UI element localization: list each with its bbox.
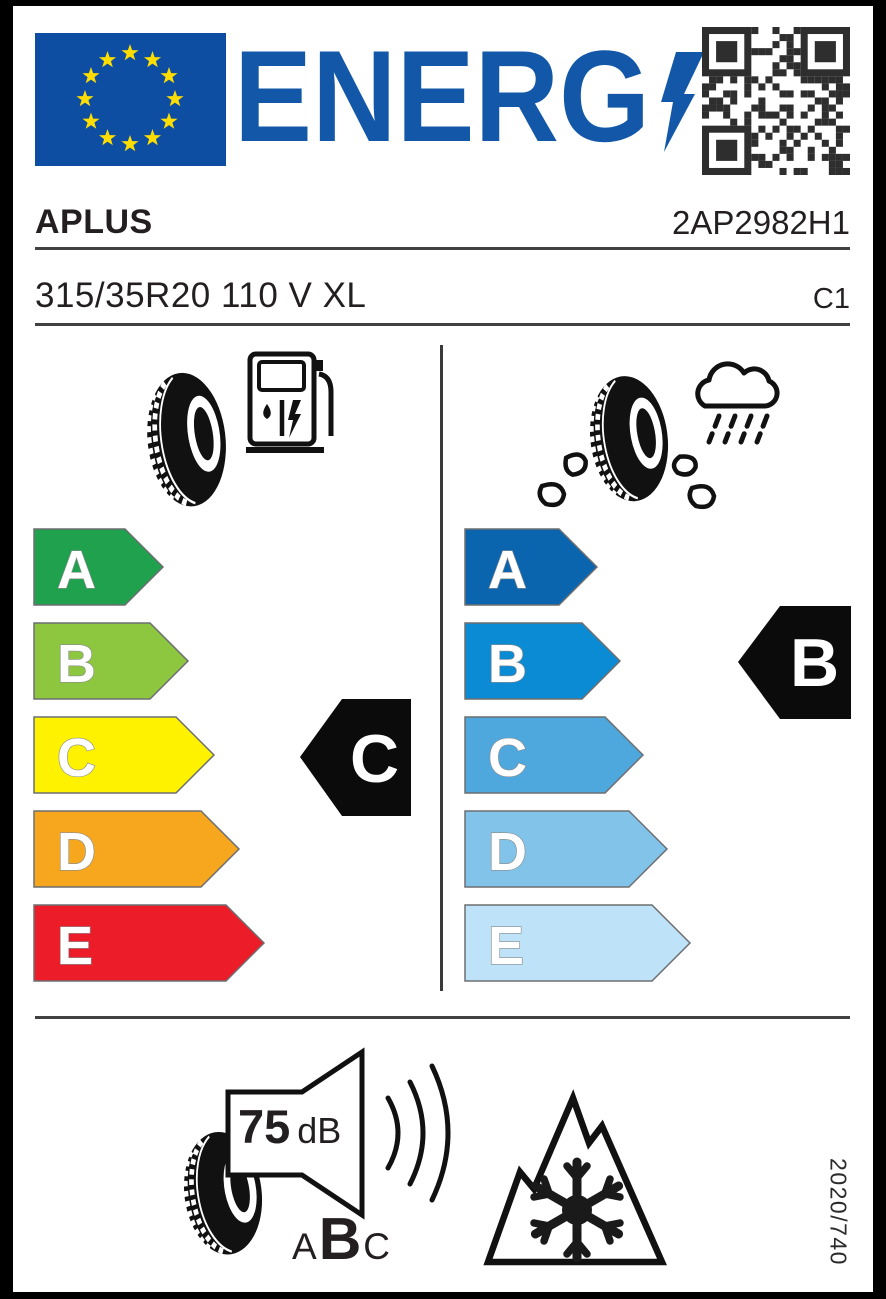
grade-letter: E bbox=[488, 916, 525, 976]
grade-letter: B bbox=[488, 634, 527, 694]
qr-code bbox=[702, 27, 850, 175]
wet-rating-letter: B bbox=[790, 625, 840, 701]
fuel-grade-d bbox=[33, 810, 241, 888]
tire-icon-fuel bbox=[125, 362, 240, 520]
wet-grade-b bbox=[464, 622, 622, 700]
grade-letter: C bbox=[488, 728, 527, 788]
fuel-grade-a bbox=[33, 528, 165, 606]
fuel-rating-letter: C bbox=[350, 721, 400, 797]
energy-logo-text: ENERG bbox=[234, 23, 651, 169]
rain-drops bbox=[709, 416, 767, 442]
water-splash-right bbox=[664, 452, 722, 514]
sound-waves bbox=[388, 1066, 448, 1200]
noise-class-c: C bbox=[363, 1226, 391, 1267]
grade-letter: A bbox=[488, 540, 527, 600]
fuel-grade-e bbox=[33, 904, 266, 982]
tire-dimensions: 315/35R20 110 V XL bbox=[35, 276, 367, 315]
product-code: 2AP2982H1 bbox=[672, 204, 850, 241]
noise-class-letters bbox=[292, 1206, 391, 1272]
wet-rating-indicator bbox=[736, 605, 852, 720]
grade-letter: C bbox=[57, 728, 96, 788]
wet-grade-a bbox=[464, 528, 599, 606]
noise-class-b-selected: B bbox=[318, 1206, 362, 1272]
grade-letter: D bbox=[488, 822, 527, 882]
noise-class-a: A bbox=[292, 1226, 317, 1267]
wet-grade-c bbox=[464, 716, 645, 794]
wet-grade-e bbox=[464, 904, 692, 982]
grade-letter: E bbox=[57, 916, 94, 976]
divider-line-3 bbox=[35, 1016, 850, 1019]
wet-grade-d bbox=[464, 810, 669, 888]
noise-db-value: 75 bbox=[238, 1100, 291, 1153]
noise-value-group bbox=[238, 1101, 341, 1153]
grade-letter: B bbox=[57, 634, 96, 694]
divider-line-1 bbox=[35, 247, 850, 250]
water-splash-left bbox=[534, 452, 594, 514]
divider-line-2 bbox=[35, 323, 850, 326]
rain-cloud-icon bbox=[683, 348, 785, 466]
fuel-grade-b bbox=[33, 622, 190, 700]
eu-flag-icon bbox=[35, 33, 226, 166]
fuel-pump-icon bbox=[246, 348, 340, 456]
column-divider bbox=[440, 345, 443, 991]
tire-class: C1 bbox=[812, 283, 850, 315]
fuel-rating-indicator bbox=[298, 698, 412, 817]
brand-name: APLUS bbox=[35, 203, 153, 241]
fuel-grade-c bbox=[33, 716, 216, 794]
three-peak-mountain-snowflake-icon bbox=[478, 1086, 673, 1271]
grade-letter: D bbox=[57, 822, 96, 882]
regulation-number: 2020/740 bbox=[825, 1158, 852, 1266]
noise-db-unit: dB bbox=[297, 1110, 342, 1151]
lightning-bolt-icon bbox=[658, 52, 706, 152]
grade-letter: A bbox=[57, 540, 96, 600]
